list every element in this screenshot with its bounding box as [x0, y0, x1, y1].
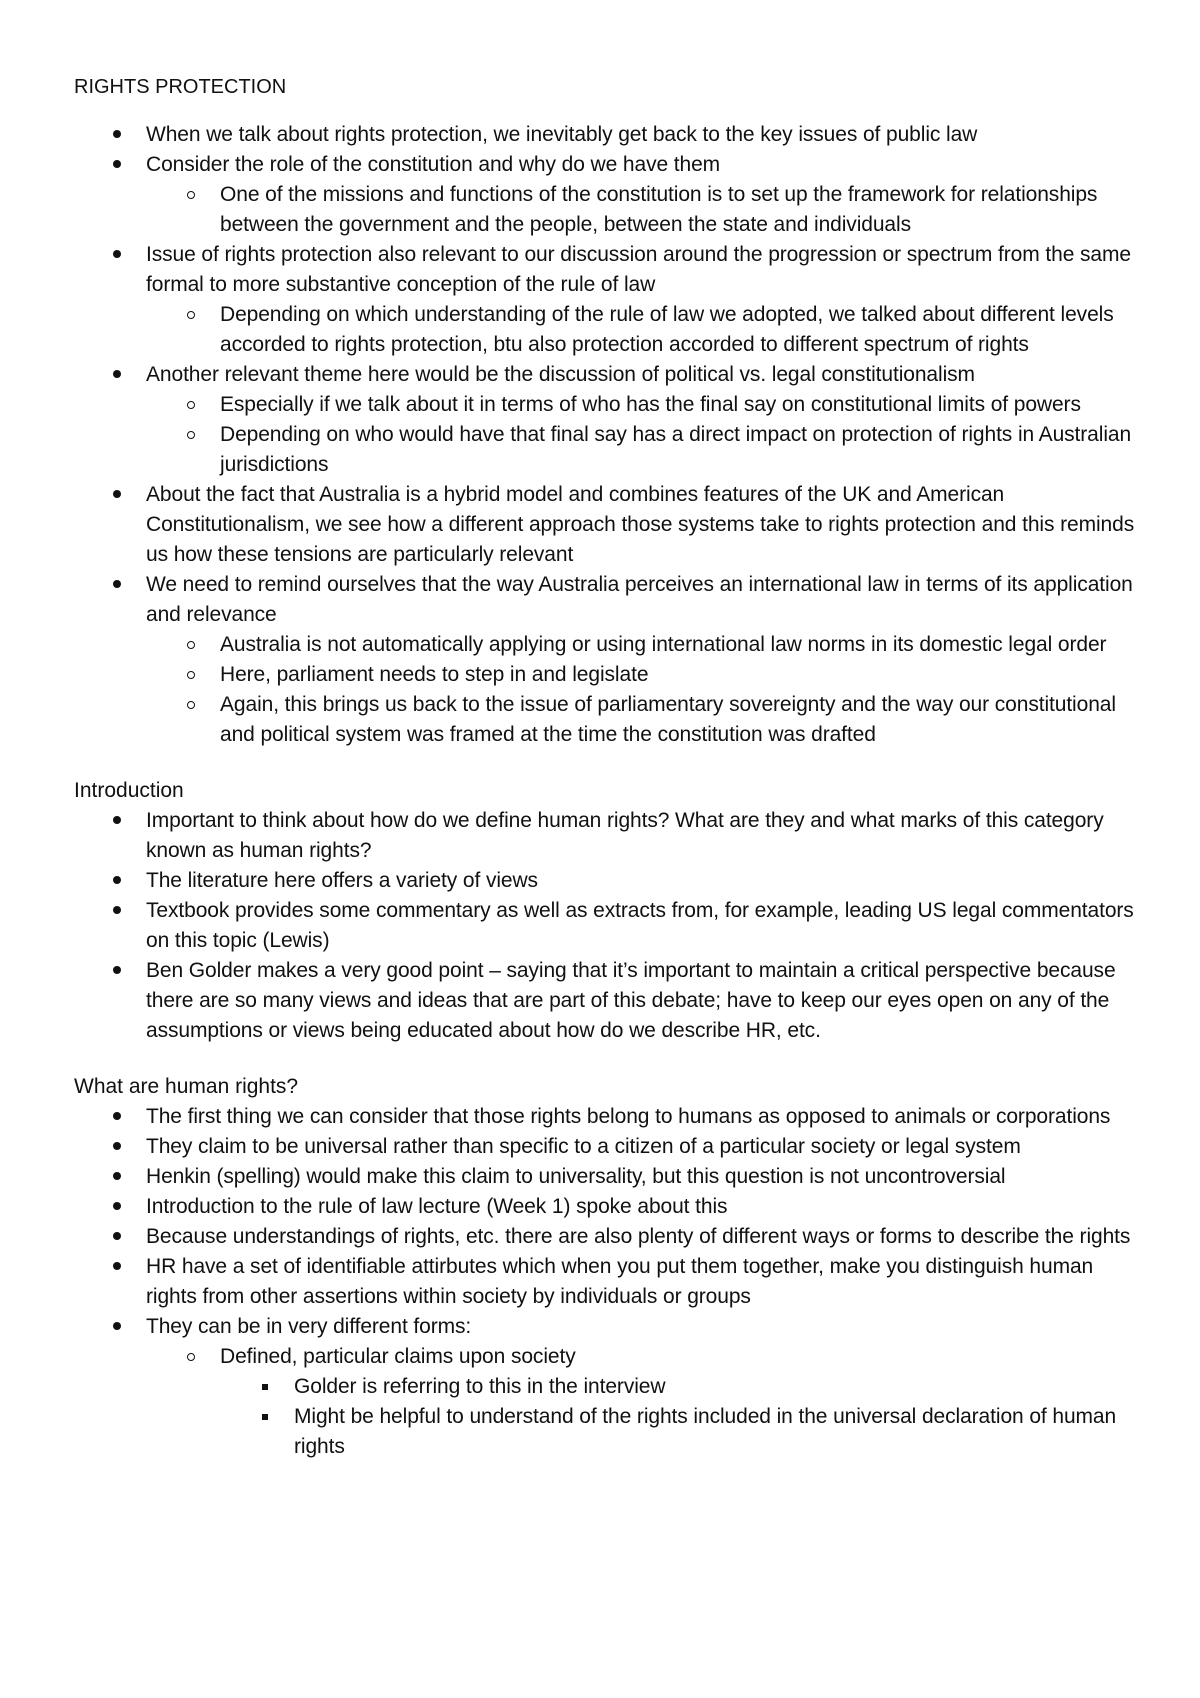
bullet-ring-icon: [181, 180, 201, 210]
bullet-dot-icon: [107, 1132, 127, 1162]
list-item: [74, 300, 1140, 360]
bullet-dot-icon: [107, 1102, 127, 1132]
bullet-dot-icon: [107, 570, 127, 600]
list-item: [74, 1312, 1140, 1342]
list-item: [74, 1252, 1140, 1312]
bullet-ring-icon: [181, 420, 201, 450]
what-are-human-rights-bullet-list: [74, 1102, 1140, 1462]
bullet-dot-icon: [107, 956, 127, 986]
bullet-dot-icon: [107, 1252, 127, 1282]
list-item-text: Golder is referring to this in the interview: [294, 1375, 666, 1398]
list-item: [74, 480, 1140, 570]
bullet-dot-icon: [107, 360, 127, 390]
list-item-text: Especially if we talk about it in terms of who has the final say on constitutional limits of powers: [220, 393, 1081, 416]
list-item-text: Because understandings of rights, etc. there are also plenty of different ways or forms to describe the rights: [146, 1225, 1131, 1248]
list-item-text: Issue of rights protection also relevant to our discussion around the progression or spectrum from the same formal to more substantive conception of the rule of law: [146, 243, 1131, 296]
list-item: [74, 806, 1140, 866]
list-item-text: When we talk about rights protection, we inevitably get back to the key issues of public law: [146, 123, 978, 146]
list-item-text: Ben Golder makes a very good point – saying that it’s important to maintain a critical perspective because there are so many views and ideas that are part of this debate; have to keep our eyes open on any of the assumptions or views being educated about how do we describe HR, etc.: [146, 959, 1116, 1042]
list-item-text: Defined, particular claims upon society: [220, 1345, 576, 1368]
list-item: [74, 240, 1140, 300]
bullet-dot-icon: [107, 480, 127, 510]
list-item: [74, 570, 1140, 630]
list-item-text: Depending on who would have that final say has a direct impact on protection of rights in Australian jurisdictions: [220, 423, 1132, 476]
list-item: [74, 660, 1140, 690]
list-item-text: One of the missions and functions of the constitution is to set up the framework for relationships between the government and the people, between the state and individuals: [220, 183, 1098, 236]
intro-bullet-list: [74, 120, 1140, 750]
list-item-text: Textbook provides some commentary as well as extracts from, for example, leading US legal commentators on this topic (Lewis): [146, 899, 1134, 952]
list-item: [74, 630, 1140, 660]
intro-section: [74, 120, 1140, 750]
bullet-ring-icon: [181, 390, 201, 420]
list-item: [74, 1402, 1140, 1462]
list-item-text: They claim to be universal rather than specific to a citizen of a particular society or legal system: [146, 1135, 1021, 1158]
list-item: [74, 150, 1140, 180]
list-item: [74, 690, 1140, 750]
list-item-text: Important to think about how do we define human rights? What are they and what marks of this category known as human rights?: [146, 809, 1104, 862]
bullet-dot-icon: [107, 896, 127, 926]
document-title: RIGHTS PROTECTION: [74, 76, 287, 98]
list-item-text: Again, this brings us back to the issue of parliamentary sovereignty and the way our constitutional and political system was framed at the time the constitution was drafted: [220, 693, 1116, 746]
list-item-text: About the fact that Australia is a hybrid model and combines features of the UK and American Constitutionalism, we see how a different approach those systems take to rights protection and this reminds us how these tensions are particularly relevant: [146, 483, 1135, 566]
list-item: [74, 866, 1140, 896]
list-item: [74, 956, 1140, 1046]
list-item: [74, 1192, 1140, 1222]
list-item: [74, 1162, 1140, 1192]
bullet-ring-icon: [181, 690, 201, 720]
bullet-ring-icon: [181, 300, 201, 330]
list-item: [74, 896, 1140, 956]
list-item: [74, 420, 1140, 480]
bullet-ring-icon: [181, 1342, 201, 1372]
list-item: [74, 180, 1140, 240]
list-item-text: Another relevant theme here would be the discussion of political vs. legal constitutionalism: [146, 363, 975, 386]
list-item: [74, 360, 1140, 390]
list-item-text: Here, parliament needs to step in and legislate: [220, 663, 649, 686]
list-item-text: They can be in very different forms:: [146, 1315, 472, 1338]
what-are-human-rights-section: [74, 1072, 1140, 1462]
list-item-text: The first thing we can consider that those rights belong to humans as opposed to animals or corporations: [146, 1105, 1111, 1128]
list-item-text: We need to remind ourselves that the way Australia perceives an international law in terms of its application and relevance: [146, 573, 1133, 626]
introduction-section: [74, 776, 1140, 1046]
list-item: [74, 1132, 1140, 1162]
bullet-dot-icon: [107, 1222, 127, 1252]
list-item-text: Depending on which understanding of the rule of law we adopted, we talked about different levels accorded to rights protection, btu also protection accorded to different spectrum of rights: [220, 303, 1114, 356]
bullet-ring-icon: [181, 630, 201, 660]
list-item-text: HR have a set of identifiable attirbutes which when you put them together, make you distinguish human rights from other assertions within society by individuals or groups: [146, 1255, 1094, 1308]
bullet-dot-icon: [107, 150, 127, 180]
list-item-text: Consider the role of the constitution and why do we have them: [146, 153, 721, 176]
bullet-square-icon: [255, 1372, 275, 1402]
list-item: [74, 1342, 1140, 1372]
list-item-text: The literature here offers a variety of views: [146, 869, 538, 892]
bullet-dot-icon: [107, 240, 127, 270]
section-heading-introduction: Introduction: [74, 779, 184, 802]
bullet-dot-icon: [107, 1192, 127, 1222]
list-item-text: Introduction to the rule of law lecture (Week 1) spoke about this: [146, 1195, 728, 1218]
list-item: [74, 120, 1140, 150]
bullet-ring-icon: [181, 660, 201, 690]
list-item: [74, 1102, 1140, 1132]
list-item: [74, 1222, 1140, 1252]
list-item: [74, 1372, 1140, 1402]
bullet-dot-icon: [107, 1162, 127, 1192]
bullet-dot-icon: [107, 806, 127, 836]
bullet-square-icon: [255, 1402, 275, 1432]
bullet-dot-icon: [107, 1312, 127, 1342]
list-item-text: Might be helpful to understand of the rights included in the universal declaration of human rights: [294, 1405, 1117, 1458]
introduction-bullet-list: [74, 806, 1140, 1046]
section-heading-what-are-human-rights: What are human rights?: [74, 1075, 299, 1098]
list-item-text: Henkin (spelling) would make this claim to universality, but this question is not uncontroversial: [146, 1165, 1006, 1188]
list-item: [74, 390, 1140, 420]
list-item-text: Australia is not automatically applying or using international law norms in its domestic legal order: [220, 633, 1107, 656]
bullet-dot-icon: [107, 120, 127, 150]
bullet-dot-icon: [107, 866, 127, 896]
